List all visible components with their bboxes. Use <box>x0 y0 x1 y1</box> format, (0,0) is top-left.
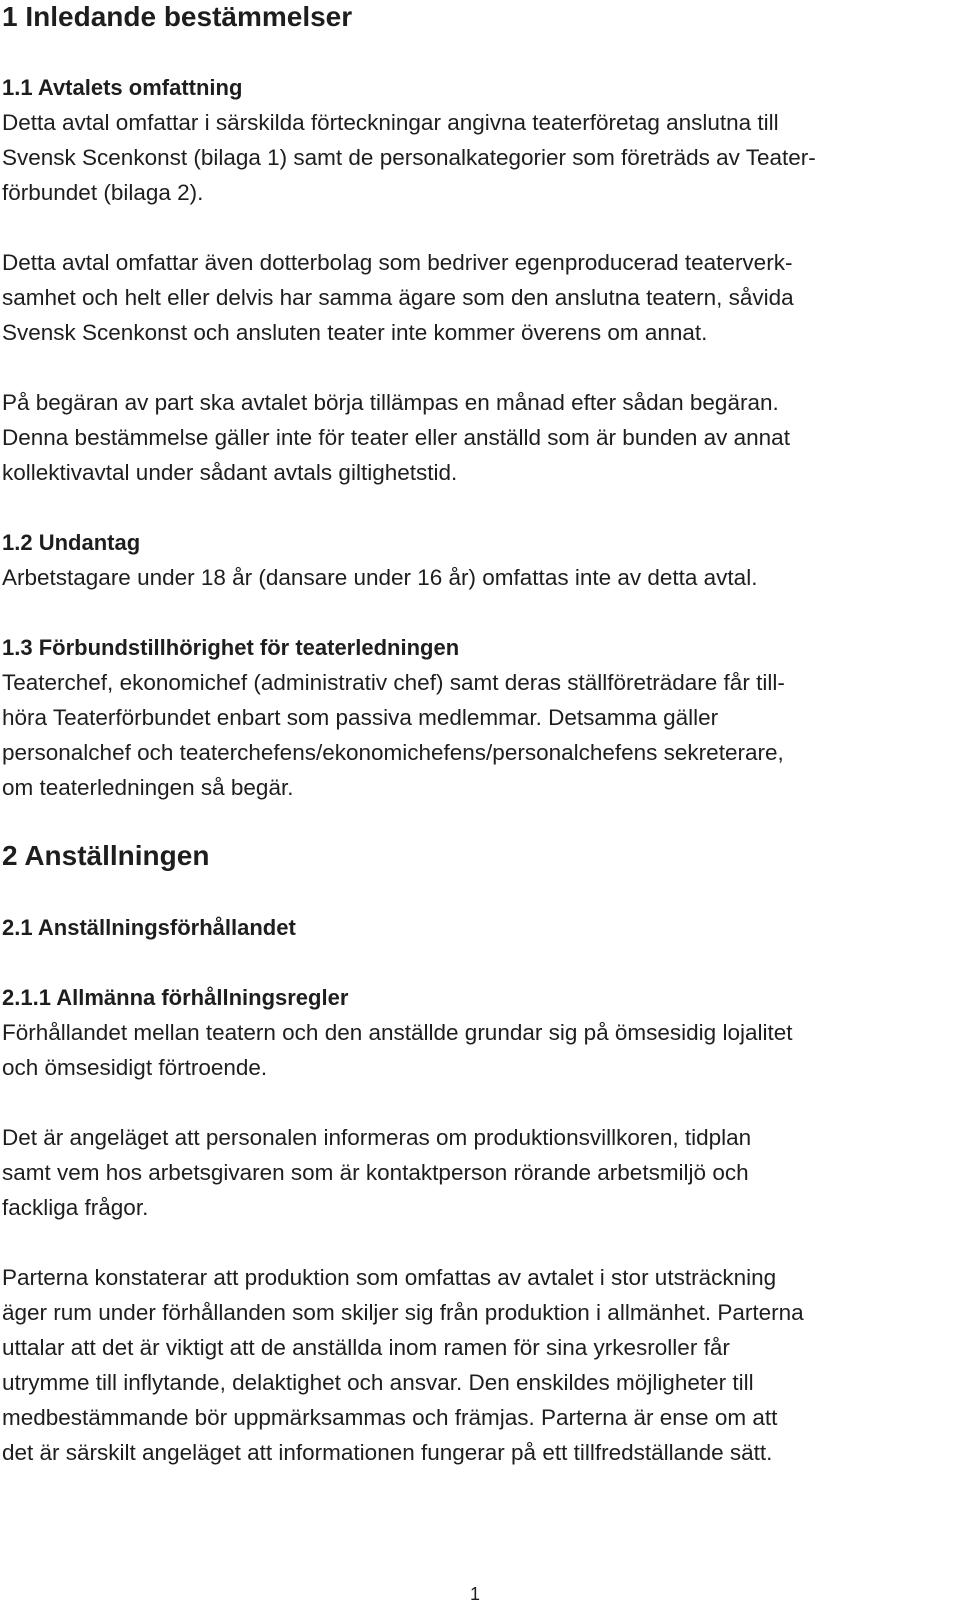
page-number: 1 <box>470 1584 481 1604</box>
text-line: Arbetstagare under 18 år (dansare under 16 år) omfattas inte av detta avtal. <box>2 565 758 590</box>
text-line: det är särskilt angeläget att informationen fungerar på ett tillfredställande sätt. <box>2 1440 773 1465</box>
text-line: Parterna konstaterar att produktion som omfattas av avtalet i stor utsträckning <box>2 1265 777 1290</box>
text-line: samhet och helt eller delvis har samma ägare som den anslutna teatern, såvida <box>2 285 794 310</box>
text-line: fackliga frågor. <box>2 1195 149 1220</box>
text-line: På begäran av part ska avtalet börja tillämpas en månad efter sådan begäran. <box>2 390 779 415</box>
section-heading-1-1: 1.1 Avtalets omfattning <box>2 75 243 100</box>
text-line: höra Teaterförbundet enbart som passiva medlemmar. Detsamma gäller <box>2 705 719 730</box>
text-line: förbundet (bilaga 2). <box>2 180 204 205</box>
text-line: Detta avtal omfattar även dotterbolag som bedriver egenproducerad teaterverk- <box>2 250 793 275</box>
section-heading-1-2: 1.2 Undantag <box>2 530 141 555</box>
text-line: Teaterchef, ekonomichef (administrativ chef) samt deras ställföreträdare får till- <box>2 670 785 695</box>
text-line: Det är angeläget att personalen informeras om produktionsvillkoren, tidplan <box>2 1125 752 1150</box>
section-heading-2-1: 2.1 Anställningsförhållandet <box>2 915 296 940</box>
text-line: och ömsesidigt förtroende. <box>2 1055 268 1080</box>
text-line: utrymme till inflytande, delaktighet och ansvar. Den enskildes möjligheter till <box>2 1370 754 1395</box>
text-line: Svensk Scenkonst och ansluten teater inte kommer överens om annat. <box>2 320 708 345</box>
chapter-heading-2: 2 Anställningen <box>2 840 210 871</box>
text-line: Detta avtal omfattar i särskilda förteckningar angivna teaterföretag anslutna till <box>2 110 779 135</box>
text-line: Denna bestämmelse gäller inte för teater eller anställd som är bunden av annat <box>2 425 790 450</box>
text-line: Förhållandet mellan teatern och den anställde grundar sig på ömsesidig lojalitet <box>2 1020 793 1045</box>
text-line: uttalar att det är viktigt att de anställda inom ramen för sina yrkesroller får <box>2 1335 730 1360</box>
section-heading-2-1-1: 2.1.1 Allmänna förhållningsregler <box>2 985 349 1010</box>
text-line: om teaterledningen så begär. <box>2 775 294 800</box>
chapter-heading-1: 1 Inledande bestämmelser <box>2 1 353 32</box>
section-heading-1-3: 1.3 Förbundstillhörighet för teaterledningen <box>2 635 460 660</box>
text-line: samt vem hos arbetsgivaren som är kontaktperson rörande arbetsmiljö och <box>2 1160 749 1185</box>
text-line: kollektivavtal under sådant avtals giltighetstid. <box>2 460 458 485</box>
text-line: Svensk Scenkonst (bilaga 1) samt de personalkategorier som företräds av Teater- <box>2 145 816 170</box>
text-line: personalchef och teaterchefens/ekonomichefens/personalchefens sekreterare, <box>2 740 784 765</box>
text-line: äger rum under förhållanden som skiljer sig från produktion i allmänhet. Parterna <box>2 1300 804 1325</box>
text-line: medbestämmande bör uppmärksammas och främjas. Parterna är ense om att <box>2 1405 778 1430</box>
